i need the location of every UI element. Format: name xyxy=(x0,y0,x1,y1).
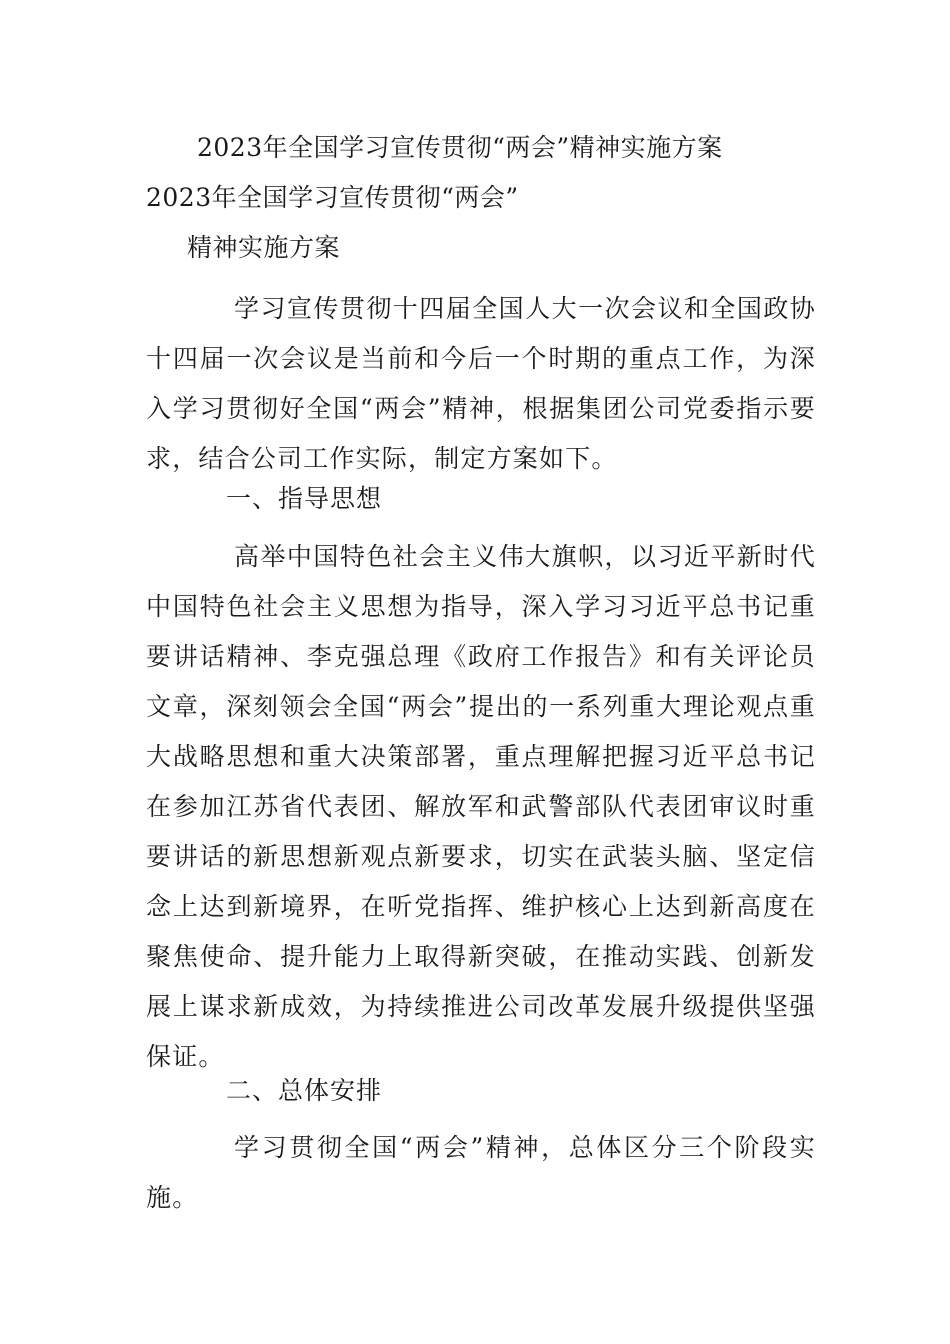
overall-arrangement-paragraph: 学习贯彻全国“两会”精神，总体区分三个阶段实施。 xyxy=(146,1133,816,1212)
section-heading-overall-arrangement: 二、总体安排 xyxy=(226,1076,383,1105)
document-subtitle-line-2: 精神实施方案 xyxy=(187,233,341,262)
document-title: 2023年全国学习宣传贯彻“两会”精神实施方案 xyxy=(197,133,723,162)
document-subtitle-line-1: 2023年全国学习宣传贯彻“两会” xyxy=(146,183,519,212)
section-heading-guiding-ideology: 一、指导思想 xyxy=(226,484,383,513)
guiding-ideology-paragraph: 高举中国特色社会主义伟大旗帜，以习近平新时代中国特色社会主义思想为指导，深入学习习近平总书记重要讲话精神、李克强总理《政府工作报告》和有关评论员文章，深刻领会全国“两会”提出的一系列重大理论观点重大战略思想和重大决策部署，重点理解把握习近平总书记在参加江苏省代表团、解放军和武警部队代表团审议时重要讲话的新思想新观点新要求，切实在武装头脑、坚定信念上达到新境界，在听党指挥、维护核心上达到新高度在聚焦使命、提升能力上取得新突破，在推动实践、创新发展上谋求新成效，为持续推进公司改革发展升级提供坚强保证。 xyxy=(146,542,816,1071)
intro-paragraph: 学习宣传贯彻十四届全国人大一次会议和全国政协十四届一次会议是当前和今后一个时期的重点工作，为深入学习贯彻好全国“两会”精神，根据集团公司党委指示要求，结合公司工作实际，制定方案如下。 xyxy=(146,294,816,473)
